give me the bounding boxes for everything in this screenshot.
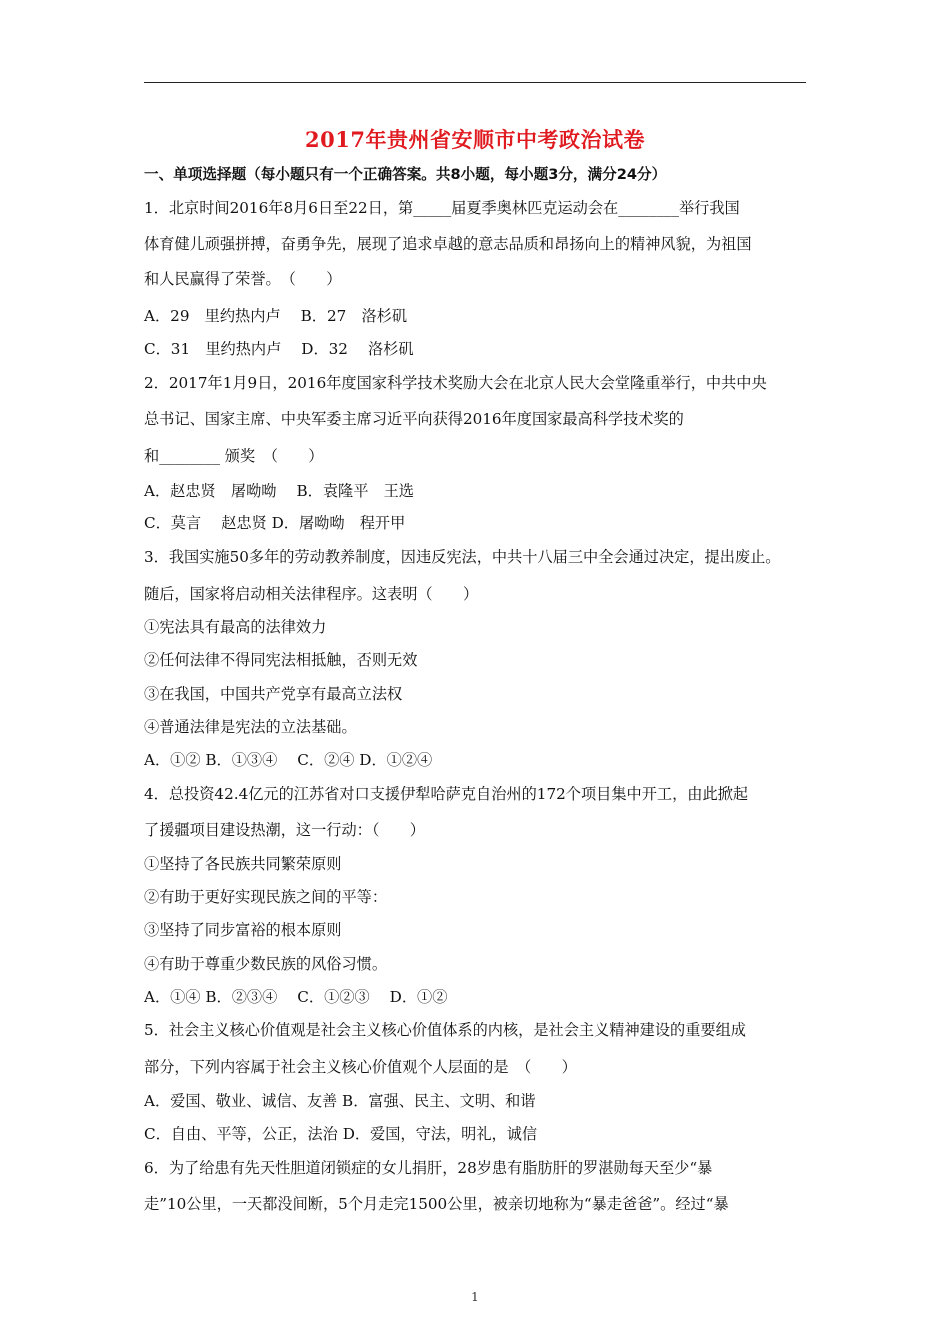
text-line: 4．总投资42.4亿元的江苏省对口支援伊犁哈萨克自治州的172个项目集中开工，由此掀起 xyxy=(144,785,749,803)
text-line: 随后，国家将启动相关法律程序。这表明（ ） xyxy=(144,585,479,603)
statement-line: ②有助于更好实现民族之间的平等： xyxy=(144,888,387,906)
text-line: 3．我国实施50多年的劳动教养制度，因违反宪法，中共十八届三中全会通过决定，提出废止。 xyxy=(144,548,781,566)
statement-line: ④普通法律是宪法的立法基础。 xyxy=(144,718,357,736)
statement-line: ③坚持了同步富裕的根本原则 xyxy=(144,921,342,939)
text-line: 总书记、国家主席、中央军委主席习近平向获得2016年度国家最高科学技术奖的 xyxy=(144,410,684,428)
text-line: 和人民赢得了荣誉。 （ ） xyxy=(144,270,342,288)
section-header: 一、单项选择题（每小题只有一个正确答案。共8小题，每小题3分，满分24分） xyxy=(144,166,667,183)
text-line: 走”10公里，一天都没间断，5个月走完1500公里，被亲切地称为“暴走爸爸”。经过“暴 xyxy=(144,1195,729,1213)
statement-line: ④有助于尊重少数民族的风俗习惯。 xyxy=(144,955,387,973)
statement-line: ①坚持了各民族共同繁荣原则 xyxy=(144,855,342,873)
option-line: A．①④ B．②③④ C．①②③ D．①② xyxy=(144,988,448,1006)
text-line: 部分，下列内容属于社会主义核心价值观个人层面的是 （ ） xyxy=(144,1058,577,1076)
option-line: A．①② B．①③④ C．②④ D．①②④ xyxy=(144,751,433,769)
option-line: A．赵忠贤 屠呦呦 B．袁隆平 王选 xyxy=(144,482,414,500)
option-line: C．莫言 赵忠贤 D．屠呦呦 程开甲 xyxy=(144,514,406,532)
option-line: C．31 里约热内卢 D．32 洛杉矶 xyxy=(144,340,414,358)
option-line: A．爱国、敬业、诚信、友善 B．富强、民主、文明、和谐 xyxy=(144,1092,536,1110)
header-rule xyxy=(144,82,806,83)
statement-line: ①宪法具有最高的法律效力 xyxy=(144,618,327,636)
text-line: 了援疆项目建设热潮，这一行动：（ ） xyxy=(144,821,425,839)
statement-line: ②任何法律不得同宪法相抵触，否则无效 xyxy=(144,651,418,669)
page-title: 2017年贵州省安顺市中考政治试卷 xyxy=(305,127,645,152)
page-number: 1 xyxy=(471,1290,479,1304)
text-line: 6．为了给患有先天性胆道闭锁症的女儿捐肝，28岁患有脂肪肝的罗湛勋每天至少“暴 xyxy=(144,1159,713,1177)
text-line: 和________ 颁奖 （ ） xyxy=(144,447,324,465)
text-line: 体育健儿顽强拼搏，奋勇争先，展现了追求卓越的意志品质和昂扬向上的精神风貌，为祖国 xyxy=(144,235,752,253)
text-line: 1．北京时间2016年8月6日至22日，第_____届夏季奥林匹克运动会在________举行我国 xyxy=(144,199,740,217)
statement-line: ③在我国，中国共产党享有最高立法权 xyxy=(144,685,403,703)
option-line: A．29 里约热内卢 B．27 洛杉矶 xyxy=(144,307,408,325)
option-line: C．自由、平等，公正，法治 D．爱国，守法，明礼，诚信 xyxy=(144,1125,538,1143)
text-line: 5．社会主义核心价值观是社会主义核心价值体系的内核，是社会主义精神建设的重要组成 xyxy=(144,1021,746,1039)
text-line: 2．2017年1月9日，2016年度国家科学技术奖励大会在北京人民大会堂隆重举行，中共中央 xyxy=(144,374,767,392)
